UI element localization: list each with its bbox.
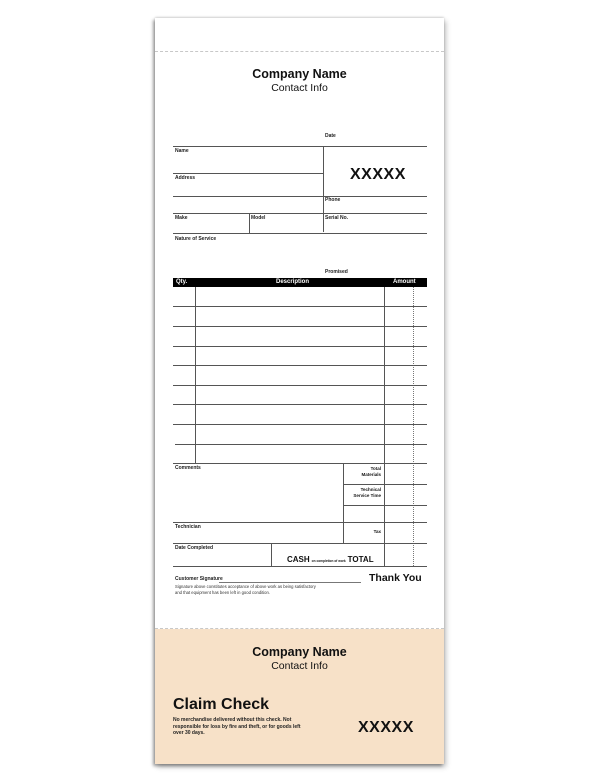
promised-label: Promised [325, 269, 348, 275]
total-materials-line2: Materials [361, 472, 381, 477]
divider [173, 522, 427, 523]
make-label: Make [175, 215, 188, 221]
notice-line2: responsible for loss by fire and theft, or for goods left [173, 723, 301, 730]
signature-line[interactable] [219, 582, 361, 583]
total-materials-label [345, 466, 381, 478]
tax-label: Tax [373, 529, 381, 534]
table-row[interactable] [173, 404, 427, 405]
table-row[interactable] [173, 463, 427, 464]
notice-line1: No merchandise delivered without this check. Not [173, 717, 292, 723]
disclaimer-line1: Signature above constitutes acceptance of above work as being satisfactory [175, 584, 316, 589]
items-table-header [173, 278, 427, 287]
amount-column-divider [384, 287, 385, 566]
divider [173, 213, 427, 214]
divider [249, 213, 250, 233]
total-materials-line1: Total [370, 466, 381, 471]
table-row[interactable] [173, 326, 427, 327]
divider [173, 196, 427, 197]
phone-label: Phone [325, 197, 341, 203]
date-label: Date [325, 133, 336, 139]
column-qty: Qty. [176, 279, 188, 285]
total-label: TOTAL [347, 555, 374, 564]
comments-label: Comments [175, 465, 201, 471]
claim-ticket-number: XXXXX [358, 719, 414, 736]
divider [173, 173, 323, 174]
table-row[interactable] [173, 346, 427, 347]
divider [173, 233, 427, 234]
claim-check-stub [155, 629, 444, 764]
signature-disclaimer [175, 584, 316, 595]
divider [323, 146, 324, 232]
qty-column-divider [195, 287, 196, 463]
divider [343, 484, 427, 485]
divider [271, 543, 272, 566]
name-label: Name [175, 148, 189, 154]
ticket-number: XXXXX [350, 166, 406, 183]
column-amount: Amount [393, 279, 416, 285]
nature-of-service-label: Nature of Service [175, 236, 217, 242]
cash-label: CASH [287, 555, 310, 564]
table-row[interactable] [175, 444, 427, 445]
model-label: Model [251, 215, 266, 221]
divider [343, 463, 344, 543]
column-description: Description [276, 279, 310, 285]
customer-signature-label: Customer Signature [175, 576, 223, 582]
table-row[interactable] [173, 385, 427, 386]
date-completed-label: Date Completed [175, 545, 214, 551]
disclaimer-line2: and that equipment has been left in good condition. [175, 589, 270, 595]
serial-no-label: Serial No. [325, 215, 349, 221]
technician-label: Technician [175, 524, 201, 530]
technical-service-time-label [345, 487, 381, 499]
claim-check-notice [173, 717, 301, 737]
service-order-form [155, 18, 444, 764]
company-name: Company Name [252, 67, 347, 81]
cash-note: on completion of work [311, 559, 346, 563]
contact-info: Contact Info [271, 82, 328, 94]
claim-company-name: Company Name [252, 645, 347, 659]
technical-service-time-line1: Technical [360, 487, 381, 492]
notice-line3: over 30 days. [173, 730, 205, 736]
table-row[interactable] [173, 306, 427, 307]
thank-you: Thank You [369, 572, 422, 584]
divider [173, 566, 427, 567]
table-row[interactable] [173, 424, 427, 425]
divider [173, 146, 427, 147]
claim-check-title: Claim Check [173, 696, 270, 713]
perforation-line [155, 628, 444, 629]
cents-divider [413, 287, 414, 566]
divider [173, 543, 427, 544]
cash-total-row [287, 549, 374, 567]
technical-service-time-line2: Service Time [353, 493, 381, 498]
divider [343, 505, 427, 506]
claim-contact-info: Contact Info [271, 660, 328, 672]
perforation-line [155, 51, 444, 52]
address-label: Address [175, 175, 196, 181]
table-row[interactable] [173, 365, 427, 366]
